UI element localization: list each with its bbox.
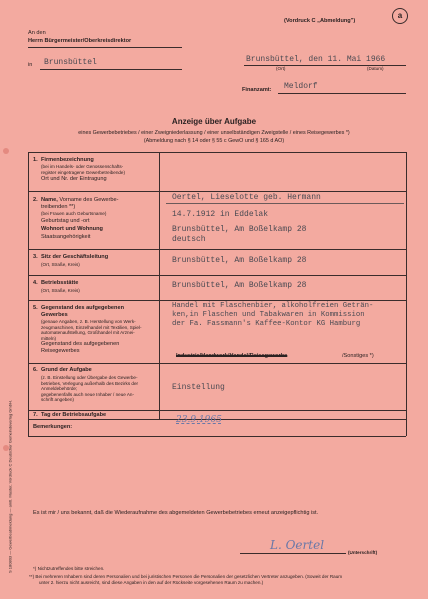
row-hint: (bei im Handels- oder Genossenschafts- (41, 164, 124, 169)
business-object-line1: Handel mit Flaschenbier, alkoholfreien Geträn- (172, 302, 374, 310)
row-title: Grund der Aufgabe (41, 367, 92, 373)
business-object-line3: der Fa. Fassmann's Kaffee-Kontor KG Hamburg (172, 320, 361, 328)
row-hint: automatenaufstellung, Großhandel mit Arznei- (41, 330, 135, 335)
document-title: Anzeige über Aufgabe (171, 117, 257, 126)
row-hint: Ort und Nr. der Eintragung (41, 176, 107, 182)
footnote-multiple-owners: **) Bei mehreren Inhabern sind deren Personalien und bei juristischen Personen die Personalien der gesetzlichen Vertreter anzugeben. (Soweit der Raum (29, 574, 343, 579)
recipient-line (28, 47, 182, 48)
row-hint: (z. B. Einstellung oder Übergabe des Gewerbe- (41, 375, 138, 380)
table-top-border (28, 152, 406, 153)
finanzamt-value: Meldorf (284, 82, 318, 91)
row-title: Betriebsstätte (41, 280, 79, 286)
recipient: Herrn Bürgermeister/Oberkreisdirektor (28, 38, 132, 44)
to-label: An den (28, 30, 46, 36)
row-hint: Anmeldebehörde; (41, 386, 78, 391)
row-hint: betriebes, Verlegung außerhalb des Bezirks der (41, 380, 139, 386)
row-number: 6. (33, 367, 38, 373)
table-right-border (406, 152, 407, 436)
remarks-label: Bemerkungen: (33, 424, 73, 430)
row-hint: (bei Frauen auch Geburtsname) (41, 211, 107, 216)
row-hint: register eingetragene Gewerbetreibende) (41, 169, 126, 175)
row-title: Firmenbezeichnung (41, 157, 94, 163)
row-title: Gegenstand des aufgegebenen (41, 305, 124, 311)
signature-caption: (Unterschrift) (348, 550, 378, 555)
row-title: Name, Vorname des Gewerbe- (41, 197, 119, 203)
birth-value: 14.7.1912 in Eddelak (172, 210, 269, 219)
row-hint: schrift angeben) (41, 397, 74, 402)
residence-value: Brunsbüttel, Am Boßelkamp 28 (172, 225, 307, 234)
row-hint: treibenden **) (41, 204, 76, 210)
row-hint: Reisegewerbes (41, 348, 80, 354)
signature-line (240, 553, 346, 554)
document-subtitle: eines Gewerbebetriebes / einer Zweigniederlassung / einer unselbständigen Zweigstelle / eines Reisegewerbes *) (78, 130, 350, 136)
row-divider (28, 275, 406, 276)
row-divider (28, 191, 406, 192)
row-hint: mitteln) (41, 335, 57, 341)
acknowledgement-statement: Es ist mir / uns bekannt, daß die Wiederaufnahme des abgemeldeten Gewerbebetriebes erneut anzeigepflichtig ist. (33, 510, 319, 516)
headquarters-value: Brunsbüttel, Am Boßelkamp 28 (172, 256, 307, 265)
row-number: 2. (33, 197, 38, 203)
row-title: Tag der Betriebsaufgabe (41, 411, 107, 418)
finanzamt-line (278, 93, 406, 94)
ort-caption: (Ort) (276, 66, 286, 71)
row-divider (28, 363, 406, 364)
row-number: 1. (33, 157, 38, 163)
row-hint: zeugmaschinen, Einzelhandel mit Textilien, Spiel- (41, 324, 142, 330)
row-hint: gegebenenfalls auch neue Inhaber / neue An- (41, 391, 134, 397)
table-bottom-border (28, 436, 406, 437)
finanzamt-label: Finanzamt: (242, 87, 272, 93)
closure-date-value: 23.9.1965 (176, 415, 222, 425)
row-hint: (Ort, Straße, Kreis) (41, 288, 80, 293)
datum-caption: (Datum) (367, 66, 384, 71)
in-label: in (28, 62, 33, 68)
business-object-line2: ken,in Flaschen und Tabakwaren in Kommission (172, 311, 365, 319)
place-line (40, 69, 182, 70)
document-subtitle-law: (Abmeldung nach § 14 oder § 55 c GewO und § 165 d AO) (143, 138, 285, 144)
other-category: /Sonstiges *) (342, 353, 374, 359)
premises-value: Brunsbüttel, Am Boßelkamp 28 (172, 281, 307, 290)
place-value: Brunsbüttel (44, 58, 97, 67)
row-hint: Geburtstag und -ort (41, 218, 90, 224)
name-value: Oertel, Lieselotte geb. Hermann (172, 193, 321, 202)
row-hint: (genaue Angaben, z. B. Herstellung von Werk- (41, 319, 136, 324)
row-hint: Gewerbes (41, 312, 68, 318)
row-title: Sitz der Geschäftsleitung (41, 254, 109, 260)
nationality-value: deutsch (172, 235, 206, 244)
row-hint: Gegenstand des aufgegebenen (41, 341, 120, 347)
row-hint: Staatsangehörigkeit (41, 234, 91, 240)
form-variant: (Vordruck C „Abmeldung") (284, 18, 356, 24)
row-number: 3. (33, 254, 38, 260)
value-line (166, 203, 404, 204)
side-imprint: S 180803 — Gewerbeabmeldung — amtl. Muster, Vordruck C Deutscher Gemeindeverlag GmbH. (7, 400, 13, 573)
footnote-strike-instruction: *) Nichtzutreffendes bitte streichen. (33, 566, 105, 571)
struck-categories: Industrie/Handwerk/Handel/Reisegewerbe (176, 353, 288, 359)
punch-hole (3, 148, 9, 154)
signature: L. Oertel (270, 538, 325, 552)
row-divider (28, 249, 406, 250)
table-column-divider (159, 152, 160, 419)
reason-value: Einstellung (172, 383, 225, 392)
row-number: 5. (33, 305, 38, 311)
row-divider (28, 300, 406, 301)
row-number: 7. (33, 411, 38, 418)
footnote-multiple-owners-cont: unter 2. hierzu nicht ausreicht, sind diese Angaben in den auf der Rückseite vorgesehenen Raum zu machen.) (39, 580, 264, 585)
form-badge: a (392, 8, 408, 24)
table-left-border (28, 152, 29, 436)
date-line: Brunsbüttel, den 11. Mai 1966 (246, 55, 386, 64)
row-number: 4. (33, 280, 38, 286)
row-hint: (Ort, Straße, Kreis) (41, 262, 80, 267)
row-hint: Wohnort und Wohnung (41, 226, 103, 232)
